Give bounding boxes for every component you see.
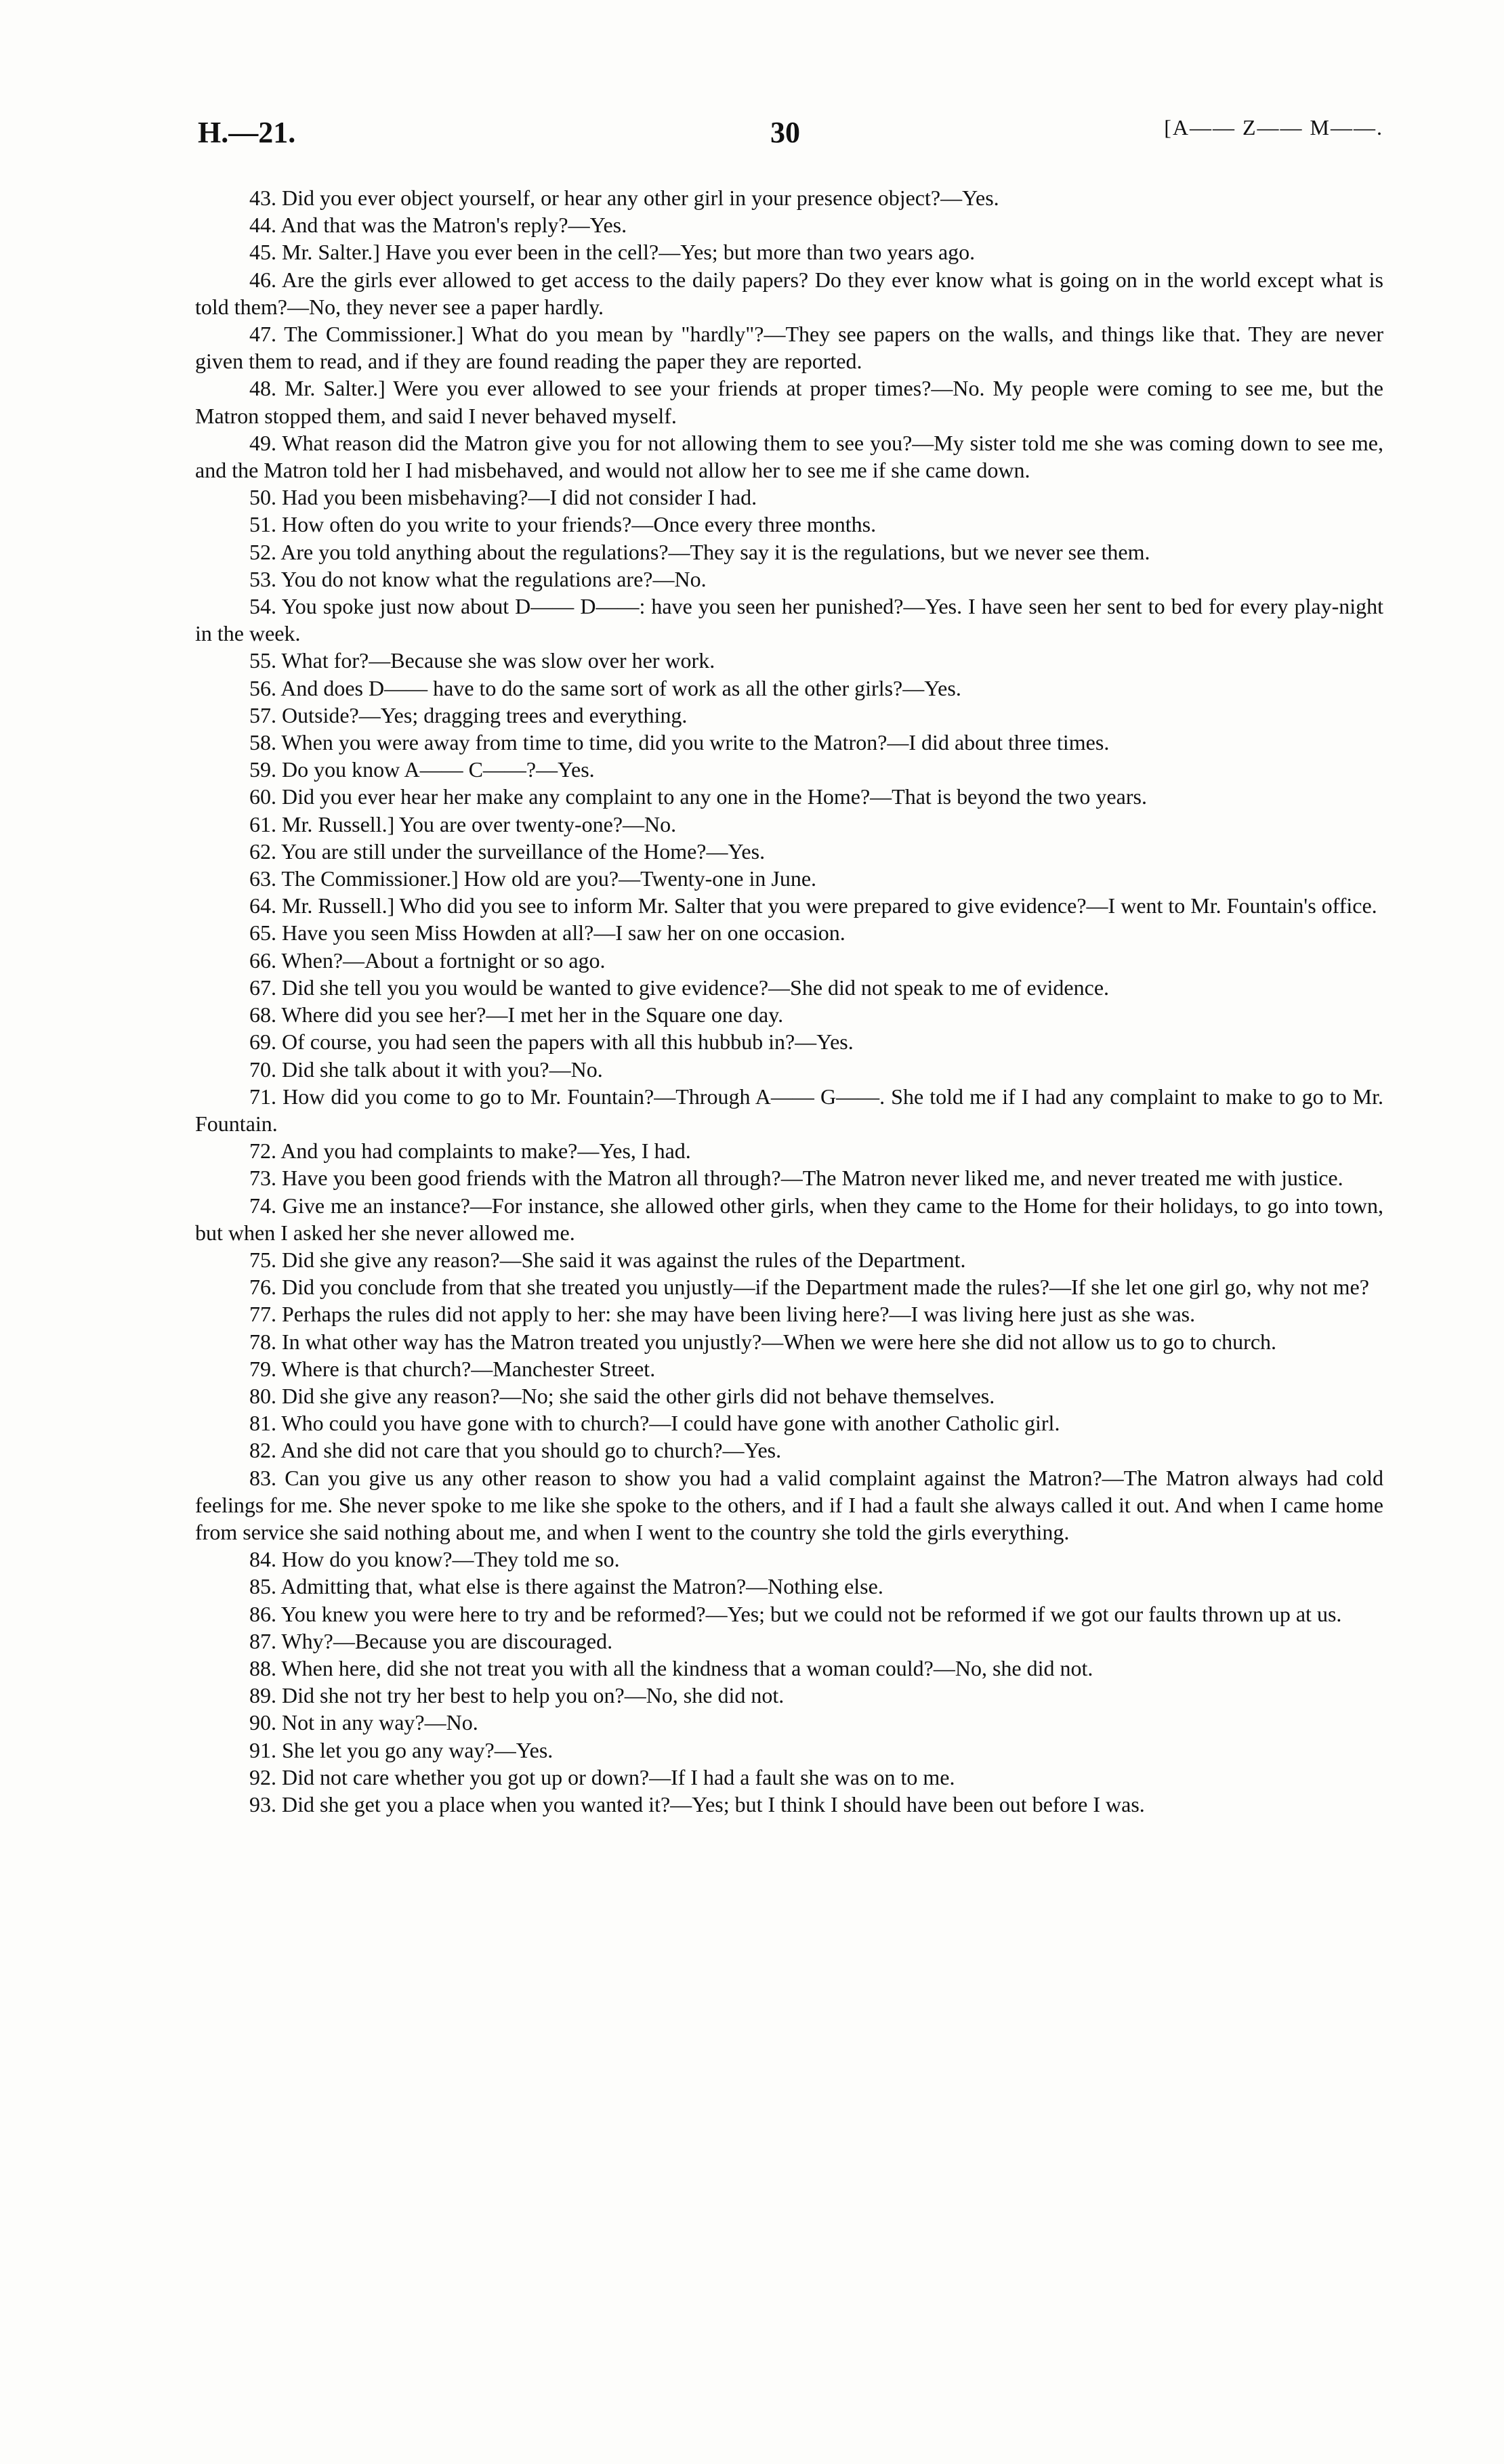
transcript-paragraph: 93. Did she get you a place when you wanted it?—Yes; but I think I should have been out before I was. (249, 1791, 1145, 1817)
transcript-paragraph: 78. In what other way has the Matron treated you unjustly?—When we were here she did not allow us to go to church. (249, 1329, 1277, 1354)
document-reference: H.—21. (198, 116, 296, 149)
transcript-paragraph: 60. Did you ever hear her make any complaint to any one in the Home?—That is beyond the two years. (249, 784, 1147, 809)
transcript-paragraph: 84. How do you know?—They told me so. (249, 1547, 620, 1572)
transcript-paragraph: 76. Did you conclude from that she treated you unjustly—if the Department made the rules?—If she let one girl go, why not me? (249, 1275, 1369, 1300)
header-names: [A—— Z—— M——. (1164, 115, 1383, 140)
transcript-paragraph: 70. Did she talk about it with you?—No. (249, 1057, 603, 1082)
transcript-paragraph: 71. How did you come to go to Mr. Fountain?—Through A—— G——. She told me if I had any complaint to make to go to Mr. Fountain. (195, 1084, 1383, 1136)
page-number: 30 (770, 116, 800, 149)
transcript-paragraph: 56. And does D—— have to do the same sort of work as all the other girls?—Yes. (249, 675, 961, 700)
transcript-paragraph: 72. And you had complaints to make?—Yes, I had. (249, 1139, 691, 1164)
transcript-paragraph: 46. Are the girls ever allowed to get access to the daily papers? Do they ever know what is going on in the world except what is told them?—No, they never see a paper hardly. (195, 267, 1383, 319)
transcript-paragraph: 55. What for?—Because she was slow over her work. (249, 648, 715, 673)
transcript-paragraph: 61. Mr. Russell.] You are over twenty-one?—No. (249, 811, 677, 836)
transcript-paragraph: 83. Can you give us any other reason to show you had a valid complaint against the Matron?—The Matron always had cold feelings for me. She never spoke to me like she spoke to the others, and if I had a fault she always called it out. And when I came home from service she said nothing about me, and when I went to the country she told the girls everything. (195, 1465, 1383, 1544)
transcript-paragraph: 87. Why?—Because you are discouraged. (249, 1628, 613, 1653)
transcript-paragraph: 75. Did she give any reason?—She said it was against the rules of the Department. (249, 1247, 966, 1272)
transcript-paragraph: 63. The Commissioner.] How old are you?—Twenty-one in June. (249, 866, 817, 891)
transcript-paragraph: 69. Of course, you had seen the papers with all this hubbub in?—Yes. (249, 1029, 854, 1055)
transcript-paragraph: 48. Mr. Salter.] Were you ever allowed to see your friends at proper times?—No. My people were coming to see me, but the Matron stopped them, and said I never behaved myself. (195, 376, 1383, 428)
transcript-paragraph: 90. Not in any way?—No. (249, 1710, 478, 1735)
transcript-paragraph: 65. Have you seen Miss Howden at all?—I saw her on one occasion. (249, 920, 845, 946)
transcript-paragraph: 74. Give me an instance?—For instance, she allowed other girls, when they came to the Home for their holidays, to go into town, but when I asked her she never allowed me. (195, 1193, 1383, 1245)
transcript-paragraph: 43. Did you ever object yourself, or hear any other girl in your presence object?—Yes. (249, 186, 999, 210)
transcript-paragraph: 92. Did not care whether you got up or down?—If I had a fault she was on to me. (249, 1764, 955, 1789)
transcript-paragraph: 49. What reason did the Matron give you for not allowing them to see you?—My sister told me she was coming down to see me, and the Matron told her I had misbehaved, and would not allow her to see me if she came down. (195, 430, 1383, 483)
transcript-paragraph: 50. Had you been misbehaving?—I did not consider I had. (249, 485, 757, 510)
transcript-paragraph: 57. Outside?—Yes; dragging trees and everything. (249, 702, 688, 727)
transcript-paragraph: 45. Mr. Salter.] Have you ever been in the cell?—Yes; but more than two years ago. (249, 240, 976, 265)
transcript-paragraph: 79. Where is that church?—Manchester Street. (249, 1356, 656, 1381)
transcript-paragraph: 81. Who could you have gone with to church?—I could have gone with another Catholic girl. (249, 1411, 1060, 1436)
transcript-paragraph: 62. You are still under the surveillance of the Home?—Yes. (249, 838, 766, 864)
transcript-paragraph: 52. Are you told anything about the regulations?—They say it is the regulations, but we never see them. (249, 539, 1150, 564)
transcript-paragraph: 73. Have you been good friends with the Matron all through?—The Matron never liked me, and never treated me with justice. (249, 1166, 1343, 1191)
transcript-paragraph: 53. You do not know what the regulations are?—No. (249, 566, 707, 591)
transcript-paragraph: 80. Did she give any reason?—No; she said the other girls did not behave themselves. (249, 1383, 995, 1408)
transcript-body (195, 184, 1383, 1818)
page-header (198, 115, 1383, 169)
transcript-paragraph: 66. When?—About a fortnight or so ago. (249, 948, 606, 973)
transcript-paragraph: 68. Where did you see her?—I met her in the Square one day. (249, 1002, 784, 1027)
transcript-paragraph: 51. How often do you write to your friends?—Once every three months. (249, 512, 877, 537)
transcript-paragraph: 47. The Commissioner.] What do you mean by "hardly"?—They see papers on the walls, and things like that. They are never given them to read, and if they are found reading the paper they are reported. (195, 322, 1383, 374)
transcript-paragraph: 85. Admitting that, what else is there against the Matron?—Nothing else. (249, 1574, 883, 1599)
transcript-paragraph: 89. Did she not try her best to help you on?—No, she did not. (249, 1683, 785, 1708)
transcript-paragraph: 88. When here, did she not treat you with all the kindness that a woman could?—No, she did not. (249, 1655, 1093, 1680)
transcript-paragraph: 58. When you were away from time to time, did you write to the Matron?—I did about three times. (249, 730, 1110, 755)
transcript-paragraph: 67. Did she tell you you would be wanted to give evidence?—She did not speak to me of evidence. (249, 975, 1110, 1000)
transcript-paragraph: 77. Perhaps the rules did not apply to her: she may have been living here?—I was living here just as she was. (249, 1302, 1196, 1327)
transcript-paragraph: 86. You knew you were here to try and be reformed?—Yes; but we could not be reformed if we got our faults thrown up at us. (249, 1601, 1342, 1626)
transcript-paragraph: 91. She let you go any way?—Yes. (249, 1737, 553, 1762)
transcript-paragraph: 44. And that was the Matron's reply?—Yes. (249, 213, 627, 238)
transcript-paragraph: 59. Do you know A—— C——?—Yes. (249, 757, 595, 782)
transcript-paragraph: 54. You spoke just now about D—— D——: have you seen her punished?—Yes. I have seen her sent to bed for every play-night in the week. (195, 594, 1383, 646)
transcript-paragraph: 82. And she did not care that you should go to church?—Yes. (249, 1438, 782, 1463)
transcript-paragraph: 64. Mr. Russell.] Who did you see to inform Mr. Salter that you were prepared to give evidence?—I went to Mr. Fountain's office. (249, 893, 1377, 918)
